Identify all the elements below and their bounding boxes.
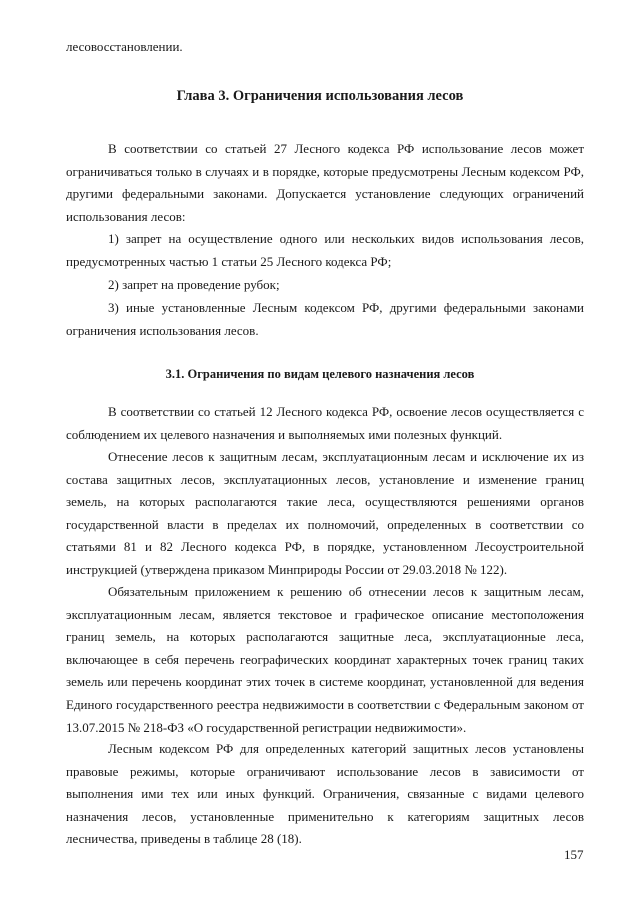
chapter-title: Глава 3. Ограничения использования лесов: [176, 88, 464, 104]
section-paragraph-2: Отнесение лесов к защитным лесам, эксплуатационным лесам и исключение их из состава защитных лесов, эксплуатационных лесов, установление и изменение границ земель, на которых располагаются такие леса, осуществляются решениями органов государственной власти в пределах их полномочий, определенных в соответствии со статьями 81 и 82 Лесного кодекса РФ, в порядке, установленном Лесоустроительной инструкцией (утверждена приказом Минприроды России от 29.03.2018 № 122).: [66, 449, 584, 577]
chapter-paragraph-1: В соответствии со статьей 27 Лесного кодекса РФ использование лесов может ограничиваться только в случаях и в порядке, которые предусмотрены Лесным кодексом РФ, другими федеральными законами. Допускается установление следующих ограничений использования лесов:: [66, 141, 584, 224]
section-paragraph-3: Обязательным приложением к решению об отнесении лесов к защитным лесам, эксплуатационным лесам, является текстовое и графическое описание местоположения границ земель, на которых располагаются защитные леса, эксплуатационные леса, включающее в себя перечень географических координат характерных точек границ таких земель или перечень координат этих точек в системе координат, установленной для ведения Единого государственного реестра недвижимости в соответствии с Федеральным законом от 13.07.2015 № 218-ФЗ «О государственной регистрации недвижимости».: [66, 584, 584, 735]
section-title: 3.1. Ограничения по видам целевого назначения лесов: [165, 367, 475, 381]
chapter-list-item-2: 2) запрет на проведение рубок;: [108, 277, 280, 292]
section-paragraph-4: Лесным кодексом РФ для определенных категорий защитных лесов установлены правовые режимы, которые ограничивают использование лесов в зависимости от выполнения ими тех или иных функций. Ограничения, связанные с видами целевого назначения лесов, установленные применительно к категориям защитных лесов лесничества, приведены в таблице 28 (18).: [66, 741, 584, 847]
page-number: 157: [564, 847, 584, 862]
chapter-list-item-3: 3) иные установленные Лесным кодексом РФ, другими федеральными законами ограничения использования лесов.: [66, 300, 584, 338]
chapter-list-item-1: 1) запрет на осуществление одного или нескольких видов использования лесов, предусмотренных частью 1 статьи 25 Лесного кодекса РФ;: [66, 231, 584, 269]
section-paragraph-1: В соответствии со статьей 12 Лесного кодекса РФ, освоение лесов осуществляется с соблюдением их целевого назначения и выполняемых ими полезных функций.: [66, 404, 584, 442]
intro-fragment: лесовосстановлении.: [66, 39, 183, 54]
